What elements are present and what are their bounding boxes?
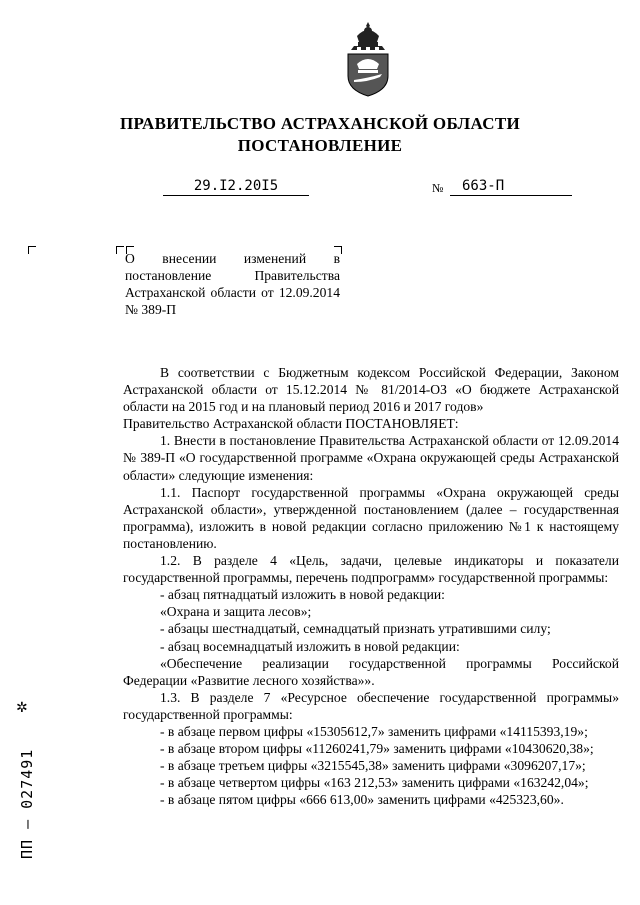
list-item: «Охрана и защита лесов»; bbox=[160, 604, 312, 620]
paragraph: В соответствии с Бюджетным кодексом Российской Федерации, Законом Астраханской области от 15.12.2014 № 81/2014-ОЗ «О бюджете Астраханской области на 2015 год и на плановый период 2016 и 2017 годов» bbox=[123, 365, 619, 415]
document-body bbox=[123, 364, 619, 808]
organization-title: ПРАВИТЕЛЬСТВО АСТРАХАНСКОЙ ОБЛАСТИ bbox=[120, 114, 520, 133]
paragraph: «Обеспечение реализации государственной программы Российской Федерации «Развитие лесного хозяйства»». bbox=[123, 655, 619, 688]
list-item: - в абзаце первом цифры «15305612,7» заменить цифрами «14115393,19»; bbox=[160, 723, 588, 739]
paragraph: 1.1. Паспорт государственной программы «Охрана окружающей среды Астраханской области», утвержденной постановлением (далее – государственная программа), изложить в новой редакции согласно приложению №1 к настоящему постановлению. bbox=[123, 484, 619, 551]
list-item: - в абзаце пятом цифры «666 613,00» заменить цифрами «425323,60». bbox=[160, 792, 564, 808]
list-item: - абзац восемнадцатый изложить в новой редакции: bbox=[160, 638, 460, 654]
paragraph: Правительство Астраханской области ПОСТАНОВЛЯЕТ: bbox=[123, 416, 459, 432]
number-label: № bbox=[432, 181, 444, 195]
coat-of-arms-emblem bbox=[343, 20, 393, 98]
corner-mark bbox=[28, 246, 36, 254]
corner-mark bbox=[116, 246, 124, 254]
paragraph: 1.3. В разделе 7 «Ресурсное обеспечение государственной программы» государственной программы: bbox=[123, 689, 619, 722]
document-date: 29.I2.20I5 bbox=[163, 178, 309, 196]
list-item: - в абзаце втором цифры «11260241,79» заменить цифрами «10430620,38»; bbox=[160, 741, 594, 757]
side-registration-stamp bbox=[14, 700, 34, 870]
list-item: - в абзаце четвертом цифры «163 212,53» заменить цифрами «163242,04»; bbox=[160, 775, 589, 791]
list-item: - в абзаце третьем цифры «3215545,38» заменить цифрами «3096207,17»; bbox=[160, 758, 586, 774]
list-item: - абзацы шестнадцатый, семнадцатый признать утратившими силу; bbox=[160, 621, 551, 637]
registration-code: ПП – 027491 bbox=[18, 748, 36, 859]
stamp-mark-icon: ✲ bbox=[16, 701, 28, 716]
list-item: - абзац пятнадцатый изложить в новой редакции: bbox=[160, 587, 445, 603]
document-number: 663-П bbox=[450, 178, 572, 196]
paragraph: 1. Внести в постановление Правительства Астраханской области от 12.09.2014 № 389-П «О государственной программе «Охрана окружающей среды Астраханской области» следующие изменения: bbox=[123, 433, 619, 483]
paragraph: 1.2. В разделе 4 «Цель, задачи, целевые индикаторы и показатели государственной программы, перечень подпрограмм» государственной программы: bbox=[123, 553, 619, 586]
document-type-title: ПОСТАНОВЛЕНИЕ bbox=[237, 136, 403, 155]
document-subject: О внесении изменений в постановление Правительства Астраханской области от 12.09.2014 № 389-П bbox=[125, 251, 340, 317]
